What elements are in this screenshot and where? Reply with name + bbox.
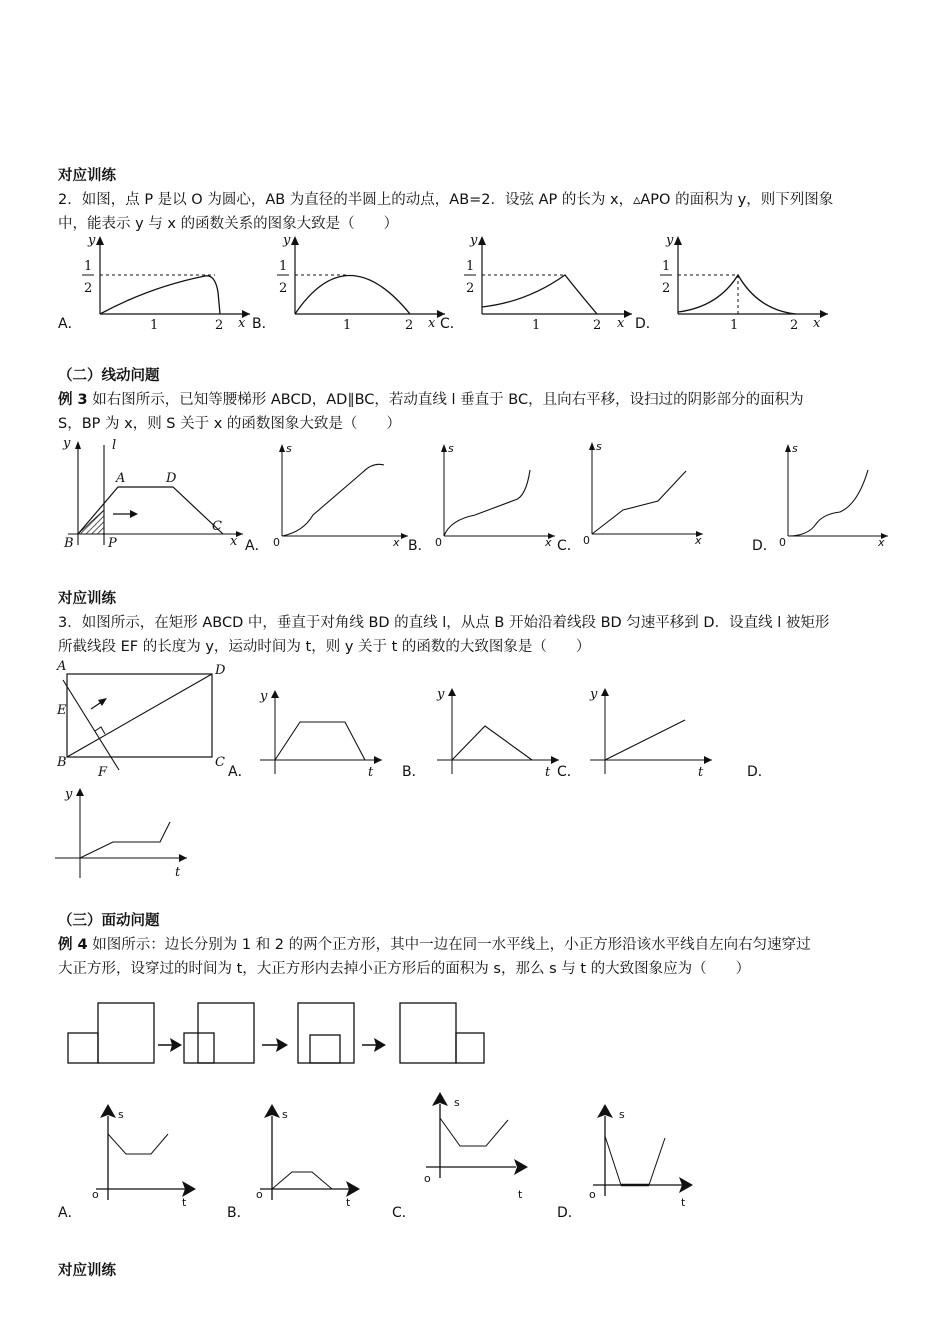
y-axis-label: y xyxy=(65,787,73,802)
ex3-graph-a xyxy=(268,440,408,550)
q3-graph-a xyxy=(250,686,385,781)
section-title-training-1: 对应训练 xyxy=(58,168,116,184)
option-d[interactable]: D． xyxy=(635,316,660,332)
x-axis-label: x xyxy=(695,534,702,547)
tick-2: 2 xyxy=(405,318,414,333)
y-axis-label: y xyxy=(666,233,674,248)
option-b[interactable]: B． xyxy=(227,1205,251,1221)
option-c[interactable]: C． xyxy=(557,538,581,554)
q3-graph-c xyxy=(580,684,715,779)
tick-2: 2 xyxy=(593,318,602,333)
question-2-line-1: 2．如图，点 P 是以 O 为圆心，AB 为直径的半圆上的动点，AB=2．设弦 AP 的长为 x，▵APO 的面积为 y，则下列图象 xyxy=(58,192,834,208)
half-denominator: 2 xyxy=(662,281,671,296)
y-axis-label: y xyxy=(470,233,478,248)
y-axis-label: y xyxy=(590,687,598,702)
example-4-label: 例 4 xyxy=(58,937,88,953)
rectangle-figure xyxy=(55,658,230,783)
question-2-line-2: 中，能表示 y 与 x 的函数关系的图象大致是（ ） xyxy=(58,216,399,232)
option-a[interactable]: A． xyxy=(245,538,269,554)
trapezoid-figure xyxy=(58,437,248,552)
point-c: C xyxy=(212,519,222,534)
origin-label: 0 xyxy=(779,536,786,549)
origin-label: 0 xyxy=(583,534,590,547)
t-axis-label: t xyxy=(182,1196,187,1209)
line-l-label: l xyxy=(112,438,117,453)
option-d[interactable]: D． xyxy=(557,1205,582,1221)
x-axis-label: x xyxy=(813,316,821,331)
point-p: P xyxy=(108,536,117,551)
option-b[interactable]: B． xyxy=(408,538,432,554)
option-c[interactable]: C． xyxy=(392,1205,416,1221)
origin-label: o xyxy=(256,1188,263,1201)
origin-label: o xyxy=(589,1188,596,1201)
ex3-graph-d xyxy=(778,440,888,550)
q2-graph-b xyxy=(275,232,445,332)
half-numerator: 1 xyxy=(466,259,475,274)
point-d: D xyxy=(215,663,226,678)
ex4-graph-c xyxy=(418,1088,538,1201)
ex4-graph-a xyxy=(88,1100,198,1210)
ex3-graph-b xyxy=(430,440,560,550)
tick-1: 1 xyxy=(343,318,352,333)
s-axis-label: s xyxy=(286,442,292,455)
origin-label: 0 xyxy=(273,536,280,549)
t-axis-label: t xyxy=(545,765,551,780)
t-axis-label: t xyxy=(698,765,704,780)
ex3-graph-c xyxy=(578,438,708,548)
point-c: C xyxy=(215,755,225,770)
tick-1: 1 xyxy=(532,318,541,333)
example-4-line-2: 大正方形，设穿过的时间为 t，大正方形内去掉小正方形后的面积为 s，那么 s 与 t 的大致图象应为（ ） xyxy=(58,961,751,977)
option-a[interactable]: A． xyxy=(58,1205,82,1221)
point-a: A xyxy=(116,471,126,486)
example-3-text-1: 如右图所示，已知等腰梯形 ABCD，AD∥BC，若动直线 l 垂直于 BC，且向右平移，设扫过的阴影部分的面积为 xyxy=(92,392,804,408)
q3-graph-b xyxy=(427,684,562,779)
section-title-training-2: 对应训练 xyxy=(58,591,116,607)
t-axis-label: t xyxy=(518,1188,523,1201)
origin-label: o xyxy=(424,1172,431,1185)
squares-sequence-figure xyxy=(66,1000,506,1070)
s-axis-label: s xyxy=(118,1108,124,1121)
y-axis-label: y xyxy=(260,689,268,704)
t-axis-label: t xyxy=(681,1196,686,1209)
example-3-line-1 xyxy=(58,389,804,411)
q2-graph-a xyxy=(80,232,250,332)
option-c[interactable]: C． xyxy=(557,764,581,780)
tick-2: 2 xyxy=(790,318,799,333)
example-3-line-2: S，BP 为 x，则 S 关于 x 的函数图象大致是（ ） xyxy=(58,416,401,432)
x-axis-label: x xyxy=(545,536,552,549)
half-denominator: 2 xyxy=(466,281,475,296)
option-c[interactable]: C． xyxy=(440,316,464,332)
question-3-line-2: 所截线段 EF 的长度为 y，运动时间为 t，则 y 关于 t 的函数的大致图象是（ ） xyxy=(58,639,591,655)
half-numerator: 1 xyxy=(84,259,93,274)
s-axis-label: s xyxy=(596,440,602,453)
option-a[interactable]: A． xyxy=(228,764,252,780)
y-axis-label: y xyxy=(88,233,96,248)
point-a: A xyxy=(57,659,67,674)
s-axis-label: s xyxy=(282,1108,288,1121)
s-axis-label: s xyxy=(619,1108,625,1121)
x-axis-label: x xyxy=(230,534,238,549)
t-axis-label: t xyxy=(175,865,181,880)
x-axis-label: x xyxy=(617,316,625,331)
x-axis-label: x xyxy=(393,536,400,549)
origin-label: 0 xyxy=(435,536,442,549)
option-d[interactable]: D． xyxy=(752,538,777,554)
point-f: F xyxy=(98,765,108,780)
t-axis-label: t xyxy=(346,1196,351,1209)
origin-label: o xyxy=(92,1188,99,1201)
s-axis-label: s xyxy=(454,1096,460,1109)
ex4-graph-b xyxy=(252,1100,362,1210)
option-b[interactable]: B． xyxy=(252,316,276,332)
x-axis-label: x xyxy=(428,316,436,331)
option-a[interactable]: A． xyxy=(58,316,82,332)
point-b: B xyxy=(57,755,67,770)
q2-graph-c xyxy=(462,232,632,332)
question-3-line-1: 3．如图所示，在矩形 ABCD 中，垂直于对角线 BD 的直线 l，从点 B 开始沿着线段 BD 匀速平移到 D．设直线 l 被矩形 xyxy=(58,615,830,631)
tick-1: 1 xyxy=(150,318,159,333)
y-axis-label: y xyxy=(283,233,291,248)
x-axis-label: x xyxy=(878,536,885,549)
s-axis-label: s xyxy=(448,442,454,455)
section-heading-line-motion: （二）线动问题 xyxy=(58,368,160,384)
option-b[interactable]: B． xyxy=(402,764,426,780)
half-numerator: 1 xyxy=(662,259,671,274)
half-denominator: 2 xyxy=(84,281,93,296)
tick-2: 2 xyxy=(215,318,224,333)
q2-graph-d xyxy=(658,232,828,332)
tick-1: 1 xyxy=(730,318,739,333)
section-heading-area-motion: （三）面动问题 xyxy=(58,913,160,929)
point-d: D xyxy=(166,471,177,486)
section-title-training-3: 对应训练 xyxy=(58,1263,116,1279)
y-axis-label: y xyxy=(437,687,445,702)
x-axis-label: x xyxy=(238,316,246,331)
half-numerator: 1 xyxy=(279,259,288,274)
t-axis-label: t xyxy=(368,765,374,780)
half-denominator: 2 xyxy=(279,281,288,296)
example-3-label: 例 3 xyxy=(58,392,88,408)
point-b: B xyxy=(64,536,74,551)
y-axis-label: y xyxy=(63,436,71,451)
option-d[interactable]: D． xyxy=(747,764,772,780)
q3-graph-d xyxy=(55,784,195,879)
point-e: E xyxy=(57,703,67,718)
ex4-graph-d xyxy=(585,1100,695,1210)
example-4-text-1: 如图所示：边长分别为 1 和 2 的两个正方形，其中一边在同一水平线上，小正方形沿该水平线自左向右匀速穿过 xyxy=(92,937,811,953)
example-4-line-1 xyxy=(58,934,811,956)
s-axis-label: s xyxy=(792,442,798,455)
